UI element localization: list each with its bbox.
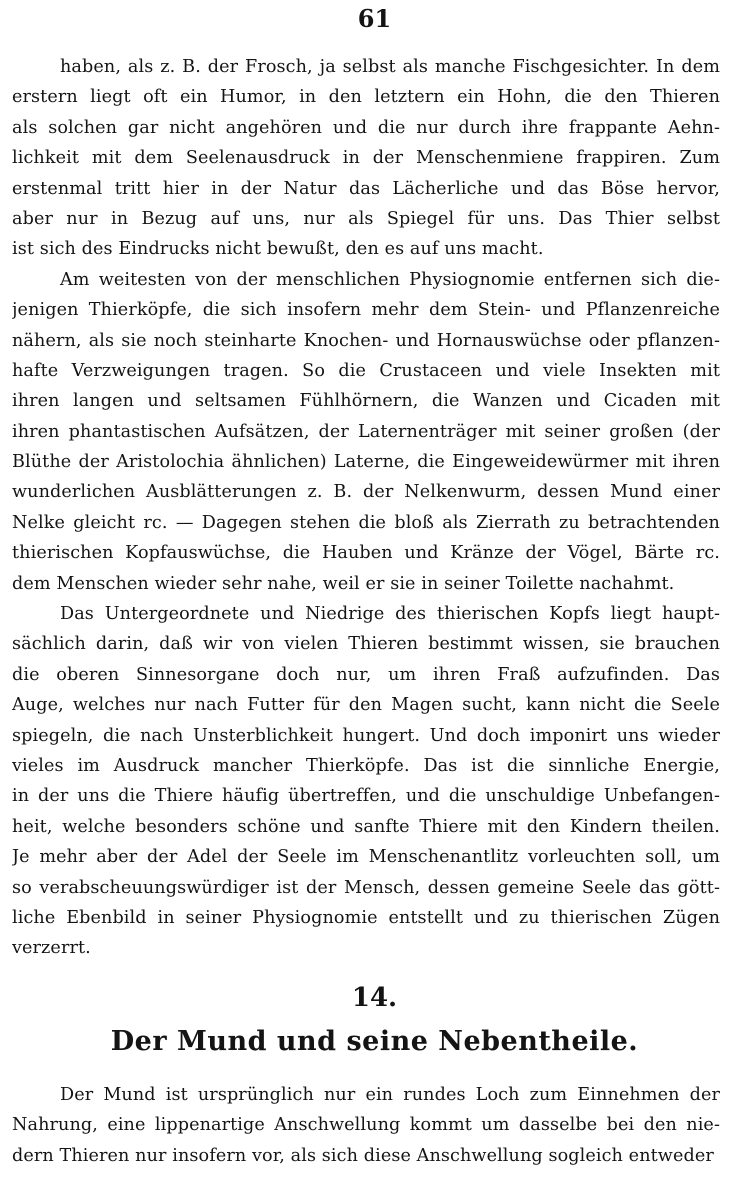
text-line: wunderlichen Ausblätterungen z. B. der Nelkenwurm, dessen Mund einer bbox=[12, 482, 720, 503]
section-number: 14. bbox=[351, 983, 398, 1013]
paragraph bbox=[12, 265, 720, 599]
text-body-top bbox=[12, 52, 720, 964]
text-line: Je mehr aber der Adel der Seele im Menschenantlitz vorleuchten soll, um bbox=[12, 847, 720, 868]
text-line: ist sich des Eindrucks nicht bewußt, den es auf uns macht. bbox=[12, 239, 544, 260]
paragraph bbox=[12, 599, 720, 964]
text-line: als solchen gar nicht angehören und die nur durch ihre frappante Aehn- bbox=[12, 117, 720, 138]
text-line: heit, welche besonders schöne und sanfte Thiere mit den Kindern theilen. bbox=[12, 816, 720, 837]
text-line: spiegeln, die nach Unsterblichkeit hungert. Und doch imponirt uns wieder bbox=[12, 725, 720, 746]
text-line: Nahrung, eine lippenartige Anschwellung kommt um dasselbe bei den nie- bbox=[12, 1115, 720, 1136]
text-line: in der uns die Thiere häufig übertreffen, und die unschuldige Unbefangen- bbox=[12, 786, 720, 807]
text-line: Das Untergeordnete und Niedrige des thierischen Kopfs liegt haupt- bbox=[60, 604, 720, 625]
text-line: Der Mund ist ursprünglich nur ein rundes Loch zum Einnehmen der bbox=[60, 1085, 720, 1105]
text-line: thierischen Kopfauswüchse, die Hauben und Kränze der Vögel, Bärte rc. bbox=[12, 543, 720, 564]
text-line: so verabscheuungswürdiger ist der Mensch, dessen gemeine Seele das gött- bbox=[12, 877, 720, 898]
paragraph bbox=[12, 1080, 720, 1171]
text-line: Auge, welches nur nach Futter für den Magen sucht, kann nicht die Seele bbox=[12, 695, 720, 716]
text-line: jenigen Thierköpfe, die sich insofern mehr dem Stein- und Pflanzenreiche bbox=[12, 300, 720, 321]
text-line: vieles im Ausdruck mancher Thierköpfe. Das ist die sinnliche Energie, bbox=[12, 755, 720, 776]
text-line: hafte Verzweigungen tragen. So die Crustaceen und viele Insekten mit bbox=[12, 360, 720, 381]
text-line: verzerrt. bbox=[12, 938, 91, 959]
text-line: erstern liegt oft ein Humor, in den letztern ein Hohn, die den Thieren bbox=[12, 87, 720, 108]
text-line: sächlich darin, daß wir von vielen Thieren bestimmt wissen, sie brauchen bbox=[12, 634, 720, 655]
text-line: die oberen Sinnesorgane doch nur, um ihren Fraß aufzufinden. Das bbox=[12, 664, 720, 685]
text-line: Nelke gleicht rc. — Dagegen stehen die bloß als Zierrath zu betrachtenden bbox=[12, 512, 720, 533]
text-line: liche Ebenbild in seiner Physiognomie entstellt und zu thierischen Zügen bbox=[12, 907, 720, 928]
page-number: 61 bbox=[357, 4, 392, 33]
text-line: ihren langen und seltsamen Fühlhörnern, die Wanzen und Cicaden mit bbox=[12, 391, 720, 412]
text-line: aber nur in Bezug auf uns, nur als Spiegel für uns. Das Thier selbst bbox=[12, 208, 720, 229]
text-line: ihren phantastischen Aufsätzen, der Laternenträger mit seiner großen (der bbox=[12, 421, 720, 442]
section-title: Der Mund und seine Nebentheile. bbox=[110, 1026, 639, 1057]
text-line: dem Menschen wieder sehr nahe, weil er sie in seiner Toilette nachahmt. bbox=[12, 573, 675, 594]
text-line: haben, als z. B. der Frosch, ja selbst als manche Fischgesichter. In dem bbox=[60, 57, 720, 77]
text-line: dern Thieren nur insofern vor, als sich diese Anschwellung sogleich entweder bbox=[12, 1145, 714, 1166]
text-line: Am weitesten von der menschlichen Physiognomie entfernen sich die- bbox=[60, 269, 720, 290]
text-line: nähern, als sie noch steinharte Knochen- und Hornauswüchse oder pflanzen- bbox=[12, 330, 720, 351]
text-line: erstenmal tritt hier in der Natur das Lächerliche und das Böse hervor, bbox=[12, 178, 720, 199]
text-line: Blüthe der Aristolochia ähnlichen) Laterne, die Eingeweidewürmer mit ihren bbox=[12, 452, 720, 473]
text-line: lichkeit mit dem Seelenausdruck in der Menschenmiene frappiren. Zum bbox=[12, 148, 720, 169]
paragraph bbox=[12, 52, 720, 265]
text-body-bottom bbox=[12, 1080, 720, 1171]
